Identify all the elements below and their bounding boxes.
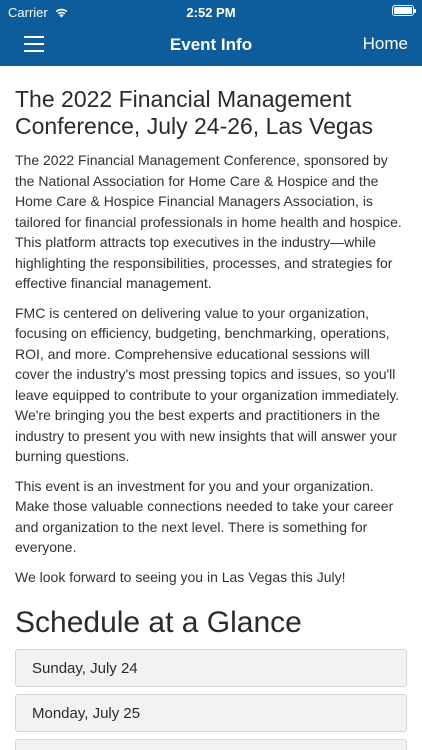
event-paragraph-3: This event is an investment for you and your organization. Make those valuable connections needed to take your career and organization to the next level. There is something for everyone. [15, 477, 394, 555]
schedule-title: Schedule at a Glance [15, 606, 302, 639]
battery-icon [392, 5, 414, 16]
navigation-bar [0, 24, 422, 66]
event-paragraph-1: The 2022 Financial Management Conference, sponsored by the National Association for Home Care & Hospice and the Home Care & Hospice Financial Managers Association, is tailored for financial professionals in home health and hospice. This platform attracts top executives in the industry—while highlighting the responsibilities, processes, and strategies for effective financial management. [15, 152, 402, 291]
status-right [392, 5, 414, 16]
battery-level [394, 7, 412, 14]
nav-title: Event Info [169, 35, 253, 54]
event-info-content [0, 66, 422, 750]
status-time: 2:52 PM [186, 4, 236, 20]
event-paragraph-2: FMC is centered on delivering value to your organization, focusing on efficiency, budgeting, benchmarking, operations, ROI, and more. Comprehensive educational sessions will cover the industry's most pressing topics and issues, so you'll leave equipped to contribute to your organization immediately. We're bringing you the best experts and practitioners in the industry to present you with new insights that will answer your burning questions. [15, 304, 400, 464]
schedule-item-monday[interactable] [15, 694, 407, 732]
event-title: The 2022 Financial Management Conference, July 24-26, Las Vegas [15, 86, 374, 139]
schedule-item-label: Sunday, July 24 [32, 659, 138, 677]
event-paragraph-4: We look forward to seeing you in Las Vegas this July! [15, 568, 346, 585]
schedule-item-label: Monday, July 25 [32, 704, 141, 722]
schedule-item-partial[interactable] [15, 739, 407, 750]
status-bar [0, 0, 422, 24]
carrier-label: Carrier [8, 4, 48, 20]
schedule-item-sunday[interactable] [15, 649, 407, 687]
home-button[interactable]: Home [362, 34, 408, 53]
